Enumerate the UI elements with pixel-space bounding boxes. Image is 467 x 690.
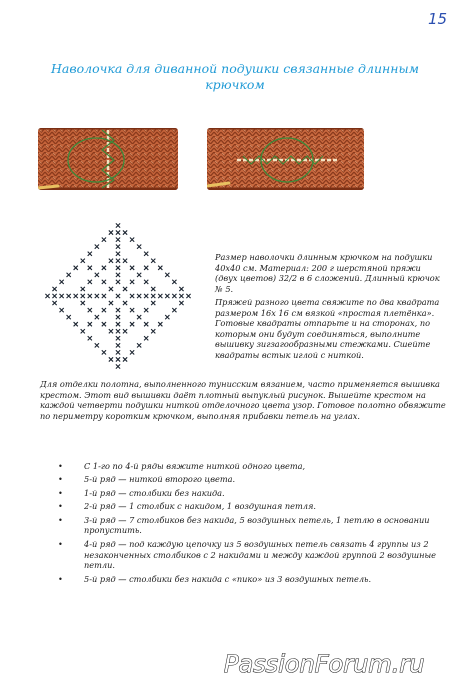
cross-stitch-mark [59,308,63,312]
cross-stitch-mark [123,287,127,291]
cross-stitch-mark [81,301,85,305]
cross-stitch-mark [144,280,148,284]
cross-stitch-mark [116,273,120,277]
list-item: • 4-й ряд — под каждую цепочку из 5 воздушных петель связать 4 группы из 2 незаконченных столбиков с 2 накидами и между каждой группой 2 воздушные петли. [58,538,437,571]
paragraph-assembly: Пряжей разного цвета свяжите по два квадрата размером 16х 16 см вязкой «простая плетёнка». Готовые квадраты отпарьте и на сторонах, по которым они будут соединяться, выполните вышивку зигзагообразными стежками. Сшейте квадраты встык иглой с ниткой. [215,297,440,360]
cross-stitch-mark [116,230,120,234]
watermark-text: PassionForum.ru [224,650,425,678]
cross-stitch-mark [116,237,120,241]
paragraph-size-materials: Размер наволочки длинным крючком на подушки 40х40 см. Материал: 200 г шерстяной пряжи (двух цветов) 32/2 в 6 сложений. Длинный крючок № 5. [215,252,440,294]
cross-stitch-mark [95,343,99,347]
cross-stitch-mark [116,343,120,347]
cross-stitch-mark [144,266,148,270]
cross-stitch-mark [172,308,176,312]
cross-stitch-mark [67,315,71,319]
cross-stitch-mark [109,329,113,333]
cross-stitch-mark [137,273,141,277]
paragraph-embroidery: Для отделки полотна, выполненного тунисским вязанием, часто применяется вышивка крестом. Этот вид вышивки даёт плотный выпуклый рисунок. Вышейте крестом на каждой четверти подушки ниткой отделочного цвета узор. Готовое полотно обвяжите по периметру коротким крючком, выполняя прибавки петель на углах. [40,379,446,421]
cross-stitch-mark [123,357,127,361]
cross-stitch-mark [102,294,106,298]
page-title: Наволочка для диванной подушки связанные длинным крючком [50,61,420,92]
cross-stitch-mark [95,245,99,249]
cross-stitch-mark [123,259,127,263]
cross-stitch-mark [116,280,120,284]
cross-stitch-mark [116,357,120,361]
cross-stitch-mark [144,308,148,312]
cross-stitch-mark [165,294,169,298]
cross-stitch-mark [151,294,155,298]
cross-stitch-mark [116,350,120,354]
cross-stitch-mark [158,294,162,298]
cross-stitch-mark [109,287,113,291]
cross-stitch-mark [88,252,92,256]
cross-stitch-mark [88,336,92,340]
bullet-icon: • [58,514,63,525]
cross-stitch-mark [144,336,148,340]
cross-stitch-mark [165,315,169,319]
cross-stitch-mark [116,329,120,333]
cross-stitch-mark [130,308,134,312]
cross-stitch-mark [45,294,49,298]
cross-stitch-mark [102,266,106,270]
cross-stitch-mark [137,315,141,319]
cross-stitch-mark [102,280,106,284]
cross-stitch-mark [109,301,113,305]
cross-stitch-mark [88,308,92,312]
cross-stitch-mark [186,294,190,298]
cross-stitch-mark [151,329,155,333]
cross-stitch-mark [116,315,120,319]
cross-stitch-mark [158,322,162,326]
cross-stitch-mark [95,294,99,298]
cross-stitch-mark [116,364,120,368]
cross-stitch-mark [59,280,63,284]
cross-stitch-mark [116,336,120,340]
cross-stitch-mark [116,308,120,312]
bullet-icon: • [58,474,63,485]
cross-stitch-mark [102,322,106,326]
cross-stitch-mark [130,322,134,326]
cross-stitch-mark [137,294,141,298]
cross-stitch-chart [44,222,192,370]
cross-stitch-mark [137,245,141,249]
cross-stitch-mark [102,308,106,312]
cross-stitch-mark [88,266,92,270]
list-item: • С 1-го по 4-й ряды вяжите ниткой одного цвета, [58,461,306,471]
cross-stitch-mark [179,287,183,291]
cross-stitch-mark [109,259,113,263]
cross-stitch-mark [116,266,120,270]
cross-stitch-mark [52,287,56,291]
cross-stitch-mark [123,230,127,234]
cross-stitch-mark [74,294,78,298]
cross-stitch-mark [52,294,56,298]
cross-stitch-mark [67,273,71,277]
cross-stitch-mark [81,329,85,333]
cross-stitch-mark [116,245,120,249]
cross-stitch-mark [179,294,183,298]
list-item: • 3-й ряд — 7 столбиков без накида, 5 воздушных петель, 1 петлю в основании пропустить. [58,514,430,536]
cross-stitch-mark [151,287,155,291]
cross-stitch-mark [130,280,134,284]
bullet-icon: • [58,461,63,471]
cross-stitch-mark [151,259,155,263]
cross-stitch-mark [158,266,162,270]
list-item: • 2-й ряд — 1 столбик с накидом, 1 воздушная петля. [58,501,316,512]
cross-stitch-mark [102,237,106,241]
cross-stitch-mark [81,259,85,263]
cross-stitch-mark [88,322,92,326]
cross-stitch-mark [52,301,56,305]
list-item: • 5-й ряд — столбики без накида с «пико» из 3 воздушных петель. [58,573,372,584]
list-item: • 5-й ряд — ниткой второго цвета. [58,474,236,485]
cross-stitch-mark [116,252,120,256]
cross-stitch-mark [151,301,155,305]
cross-stitch-mark [165,273,169,277]
list-item: • 1-й ряд — столбики без накида. [58,487,225,498]
cross-stitch-mark [130,350,134,354]
cross-stitch-mark [81,287,85,291]
cross-stitch-mark [179,301,183,305]
cross-stitch-mark [74,266,78,270]
cross-stitch-mark [102,350,106,354]
cross-stitch-mark [172,294,176,298]
cross-stitch-mark [116,294,120,298]
cross-stitch-mark [88,294,92,298]
cross-stitch-mark [109,230,113,234]
cross-stitch-mark [172,280,176,284]
cross-stitch-mark [67,294,71,298]
cross-stitch-mark [123,329,127,333]
cross-stitch-mark [95,315,99,319]
bullet-icon: • [58,501,63,512]
cross-stitch-mark [88,280,92,284]
knitted-sample-photo-1 [38,128,178,190]
cross-stitch-mark [109,357,113,361]
cross-stitch-mark [95,273,99,277]
cross-stitch-mark [130,266,134,270]
cross-stitch-mark [123,301,127,305]
watermark-logo [222,646,454,680]
cross-stitch-mark [130,294,134,298]
cross-stitch-mark [116,322,120,326]
bullet-icon: • [58,573,63,584]
cross-stitch-mark [59,294,63,298]
cross-stitch-mark [144,294,148,298]
cross-stitch-mark [116,259,120,263]
cross-stitch-mark [144,252,148,256]
cross-stitch-mark [81,294,85,298]
cross-stitch-mark [74,322,78,326]
knitted-sample-photo-2 [207,128,364,190]
cross-stitch-mark [137,343,141,347]
cross-stitch-mark [130,237,134,241]
page-number: 15 [428,10,448,28]
bullet-icon: • [58,487,63,498]
cross-stitch-mark [116,223,120,227]
steps-list [58,461,453,587]
bullet-icon: • [58,538,63,549]
cross-stitch-mark [144,322,148,326]
